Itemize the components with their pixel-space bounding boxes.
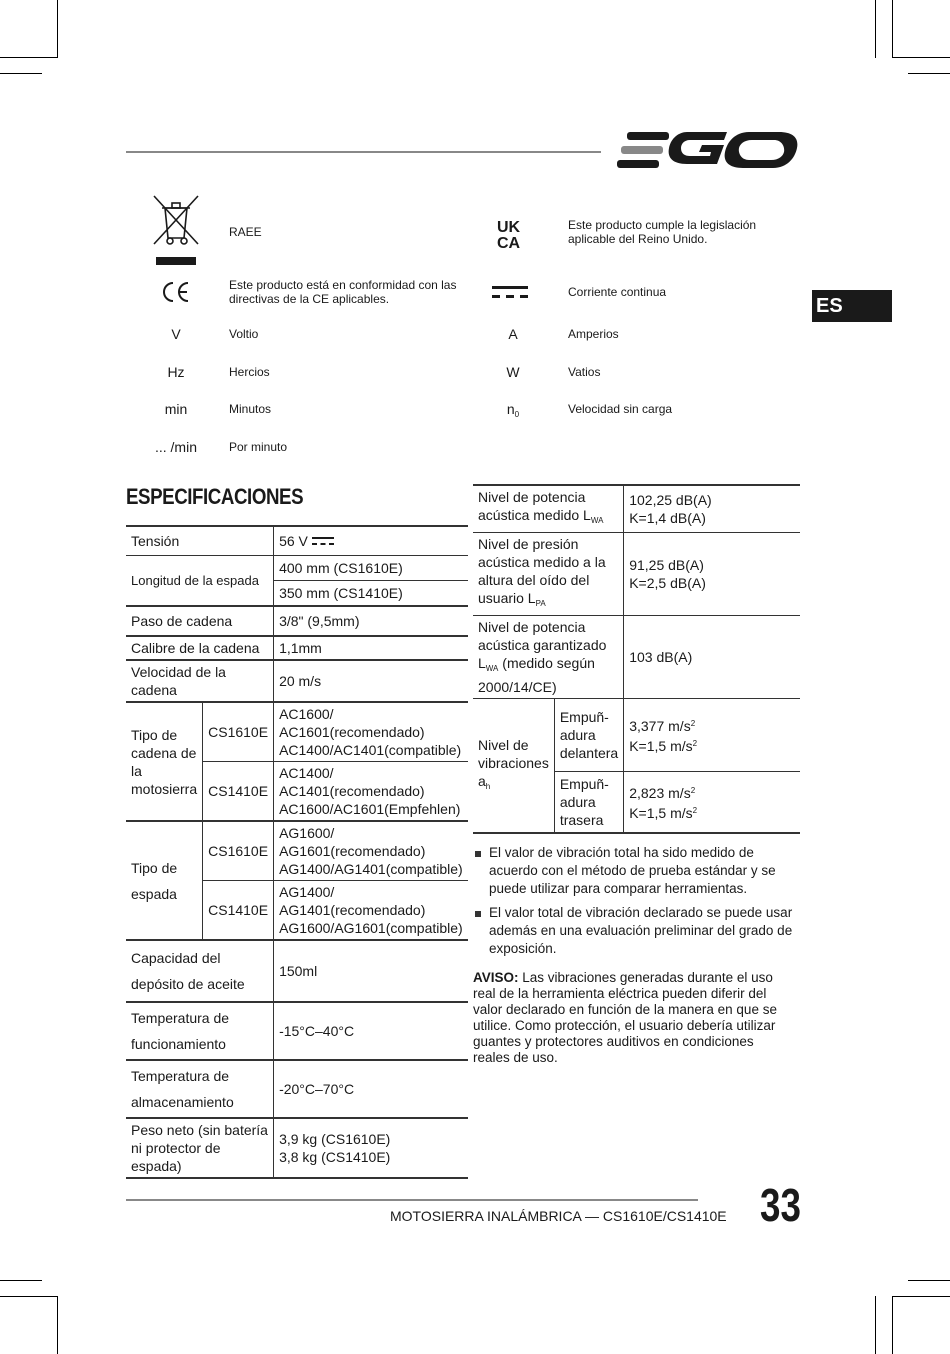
spec-label: Tipo de espada [126, 821, 203, 940]
value-text: 2,823 m/s [629, 785, 691, 801]
acoustic-value [624, 699, 800, 772]
tension-value: 56 V [279, 533, 308, 549]
ce-mark-icon [160, 280, 192, 309]
symbol-minutes: min [164, 401, 188, 417]
spec-model: CS1410E [203, 881, 274, 941]
spec-line: AC1600/ [279, 706, 334, 722]
spec-line: AG1601(recomendado) [279, 843, 426, 859]
spec-value: 400 mm (CS1610E) [274, 556, 468, 581]
table-row [126, 1002, 468, 1060]
notice-label: AVISO: [473, 970, 519, 985]
symbol-volt: V [171, 326, 181, 342]
acoustic-label [473, 533, 624, 616]
spec-value: 150ml [274, 940, 468, 1002]
value-line [629, 802, 795, 822]
symbol-text-ce: Este producto está en conformidad con las directivas de la CE aplicables. [229, 278, 457, 306]
squared: 2 [690, 719, 696, 728]
vib-sub: h [485, 781, 491, 791]
table-row [473, 699, 800, 772]
specifications-table [126, 525, 468, 1179]
spec-label: Calibre de la cadena [126, 636, 274, 660]
value-line: 102,25 dB(A) [629, 492, 712, 508]
symbol-per-minute: ... /min [154, 439, 197, 455]
symbol-text-ukca: Este producto cumple la legislación aplicable del Reino Unido. [568, 218, 757, 246]
spec-value: 20 m/s [274, 660, 468, 702]
spec-value [274, 1118, 468, 1178]
spec-label: Paso de cadena [126, 606, 274, 636]
spec-line: AG1400/ [279, 884, 335, 900]
crop-mark [875, 0, 876, 58]
list-item: El valor de vibración total ha sido medido de acuerdo con el método de prueba estándar y se puede utilizar para comparar herramientas. [473, 844, 800, 898]
value-text: K=1,5 m/s [629, 805, 693, 821]
spec-line: AC1400/AC1401(compatible) [279, 742, 462, 758]
spec-value: -15°C–40°C [274, 1002, 468, 1060]
list-item: El valor total de vibración declarado se puede usar además en una evaluación preliminar del grado de exposición. [473, 904, 800, 958]
spec-model: CS1610E [203, 702, 274, 762]
table-row [473, 533, 800, 616]
spec-label: Temperatura de almacenamiento [126, 1060, 274, 1118]
value-line: K=2,5 dB(A) [629, 575, 706, 591]
symbol-n: n [506, 401, 515, 417]
ego-logo [617, 128, 799, 177]
crop-mark [0, 1280, 42, 1281]
spec-line: AG1600/ [279, 825, 335, 841]
symbol-hertz: Hz [167, 364, 185, 380]
spec-value [274, 702, 468, 762]
spec-line: AG1600/AG1601(compatible) [279, 920, 463, 936]
table-row [126, 556, 468, 581]
lwa-label: Nivel de potencia acústica medido L [478, 489, 591, 523]
acoustic-value [624, 772, 800, 834]
footer-text: MOTOSIERRA INALÁMBRICA — CS1610E/CS1410E [390, 1208, 727, 1224]
table-row [126, 940, 468, 1002]
page-number: 33 [760, 1179, 801, 1231]
crop-mark [0, 57, 58, 58]
squared: 2 [692, 806, 698, 815]
spec-line: AC1400/ [279, 765, 334, 781]
acoustic-value: 103 dB(A) [624, 616, 800, 699]
crop-mark [875, 1296, 876, 1354]
weee-bin-icon [152, 194, 200, 271]
table-row [126, 821, 468, 881]
lpa-sub: PA [535, 599, 546, 608]
spec-value: 3/8" (9,5mm) [274, 606, 468, 636]
crop-mark [892, 0, 893, 58]
rear-handle-label: Empuñ-adura trasera [554, 772, 623, 834]
spec-label: Tipo de cadena de la motosierra [126, 702, 203, 821]
spec-line: AC1401(recomendado) [279, 783, 425, 799]
value-line: K=1,4 dB(A) [629, 510, 706, 526]
symbol-ampere: A [508, 326, 518, 342]
acoustic-label [473, 485, 624, 533]
spec-line: 3,8 kg (CS1410E) [279, 1149, 391, 1165]
value-text: K=1,5 m/s [629, 738, 693, 754]
spec-line: AG1400/AG1401(compatible) [279, 861, 463, 877]
spec-value: -20°C–70°C [274, 1060, 468, 1118]
notice-text: Las vibraciones generadas durante el uso real de la herramienta eléctrica pueden diferir del valor declarado en función de la manera en que se utilice. Como protección, el usuario debería utilizar guantes y protectores auditivos en condiciones reales de uso. [473, 970, 777, 1065]
table-row [126, 1060, 468, 1118]
notice-paragraph [473, 970, 793, 1066]
bullet-list [473, 844, 800, 964]
symbol-text-no-load-speed: Velocidad sin carga [568, 402, 673, 416]
symbol-n-sub: 0 [514, 410, 520, 419]
symbol-watt: W [506, 364, 520, 380]
acoustic-table [473, 484, 800, 834]
squared: 2 [692, 739, 698, 748]
value-line: 91,25 dB(A) [629, 557, 704, 573]
symbol-text-raee: RAEE [229, 225, 262, 239]
footer-rule [126, 1199, 698, 1201]
header-rule [126, 151, 601, 153]
value-text: 3,377 m/s [629, 718, 691, 734]
table-row [126, 1118, 468, 1178]
symbol-text-ampere: Amperios [568, 327, 619, 341]
spec-value [274, 762, 468, 822]
lwa-g-label-b: (medido según 2000/14/CE) [478, 655, 595, 695]
symbol-text-per-minute: Por minuto [229, 440, 288, 454]
direct-current-icon [312, 537, 334, 547]
crop-mark [892, 57, 950, 58]
table-row [473, 616, 800, 699]
squared: 2 [690, 786, 696, 795]
acoustic-label [473, 699, 554, 834]
symbol-text-volt: Voltio [229, 327, 259, 341]
spec-model: CS1610E [203, 821, 274, 881]
spec-model: CS1410E [203, 762, 274, 822]
crop-mark [57, 0, 58, 58]
lwa-sub: WA [590, 516, 604, 525]
table-row [126, 702, 468, 762]
crop-mark [908, 1280, 950, 1281]
spec-value [274, 821, 468, 881]
value-line [629, 735, 795, 755]
spec-label: Velocidad de la cadena [126, 660, 274, 702]
crop-mark [0, 73, 42, 74]
value-line [629, 782, 795, 802]
spec-line: 3,9 kg (CS1610E) [279, 1131, 391, 1147]
acoustic-label [473, 616, 624, 699]
crop-mark [892, 1296, 950, 1297]
acoustic-value [624, 533, 800, 616]
spec-value: 350 mm (CS1410E) [274, 581, 468, 607]
symbol-text-dc: Corriente continua [568, 285, 667, 299]
svg-text:CA: CA [497, 235, 521, 250]
spec-label: Temperatura de funcionamiento [126, 1002, 274, 1060]
crop-mark [0, 1296, 58, 1297]
table-row [126, 660, 468, 702]
lwa-g-sub: WA [485, 664, 499, 673]
crop-mark [908, 73, 950, 74]
ukca-mark-icon [497, 218, 529, 255]
spec-line: AG1401(recomendado) [279, 902, 426, 918]
direct-current-icon [492, 286, 528, 305]
lwa-g-label: Nivel de potencia acústica garantizado L [478, 619, 607, 671]
vib-label: Nivel de vibraciones a [478, 736, 549, 789]
crop-mark [892, 1296, 893, 1354]
front-handle-label: Empuñ-adura delantera [554, 699, 623, 772]
table-row [473, 485, 800, 533]
spec-line: AC1600/AC1601(Empfehlen) [279, 801, 461, 817]
language-tab: ES [812, 290, 892, 322]
table-row [126, 606, 468, 636]
spec-value-tension [274, 526, 468, 556]
symbol-text-hertz: Hercios [229, 365, 270, 379]
spec-value: 1,1mm [274, 636, 468, 660]
table-row [126, 526, 468, 556]
table-row [126, 636, 468, 660]
symbol-text-watt: Vatios [568, 365, 601, 379]
spec-label: Peso neto (sin batería ni protector de espada) [126, 1118, 274, 1178]
section-title: ESPECIFICACIONES [126, 484, 304, 509]
acoustic-value [624, 485, 800, 533]
symbol-text-minutes: Minutos [229, 402, 272, 416]
spec-label: Tensión [126, 526, 274, 556]
lpa-label: Nivel de presión acústica medido a la altura del oído del usuario L [478, 536, 606, 606]
spec-value [274, 881, 468, 941]
symbol-no-load-speed [463, 401, 563, 419]
spec-label: Capacidad del depósito de aceite [126, 940, 274, 1002]
spec-line: AC1601(recomendado) [279, 724, 425, 740]
svg-text:UK: UK [497, 219, 521, 236]
spec-label: Longitud de la espada [126, 556, 274, 607]
value-line [629, 715, 795, 735]
crop-mark [57, 1296, 58, 1354]
